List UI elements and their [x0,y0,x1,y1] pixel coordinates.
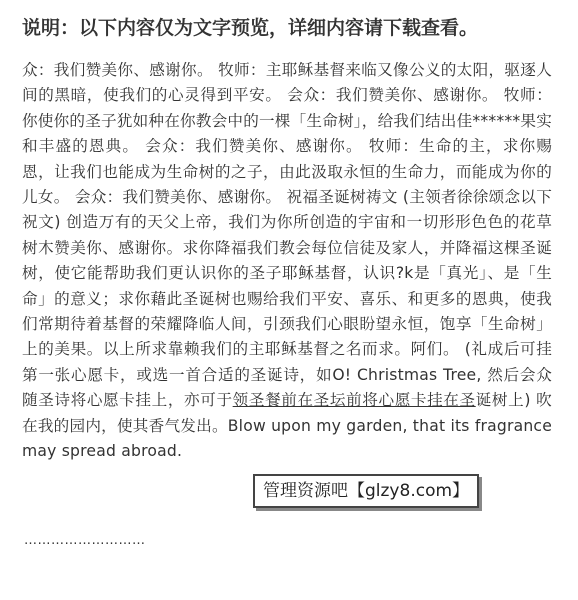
preview-notice: 说明：以下内容仅为文字预览，详细内容请下载查看。 [22,17,479,39]
continuation-dots: ……………………… [24,533,146,548]
underlined-text: 领圣餐前在圣坛前将心愿卡挂在圣 [232,391,476,410]
body-paragraph [22,58,552,465]
watermark-badge: 管理资源吧【glzy8.com】 [253,474,479,508]
body-text: 众：我们赞美你、感谢你。 牧师：主耶稣基督来临又像公义的太阳，驱逐人间的黑暗，使我们的心灵得到平安。 会众：我们赞美你、感谢你。 牧师：你使你的圣子犹如种在你教会中的一棵「生命树」，给我们结出佳******果实和丰盛的恩典。 会众：我们赞美你、感谢你。 牧师：生命的主，求你赐恩，让我们也能成为生命树的之子，由此汲取永恒的生命力，而能成为你的儿女。 会众：我们赞美你、感谢你。 祝福圣诞树祷文 (主领者徐徐颂念以下祝文) 创造万有的天父上帝，我们为你所创造的宇宙和一切形形色色的花草树木赞美你、感谢你。求你降福我们教会每位信徒及家人，并降福这棵圣诞树，使它能帮助我们更认识你的圣子耶稣基督，认识?k是「真光」、是「生命」的意义；求你藉此圣诞树也赐给我们平安、喜乐、和更多的恩典，使我们常期待着基督的荣耀降临人间，引颈我们心眼盼望永恒，饱享「生命树」上的美果。以上所求靠赖我们的主耶稣基督之名而求。阿们。 (礼成后可挂第一张心愿卡，或选一首合适的圣诞诗，如O! Christmas Tree, 然后会众随圣诗将心愿卡挂上，亦可于 [22,61,552,410]
document-body [22,58,552,465]
tail-text: 诞树上) 吹在我的园内，使其香气发出。Blow upon my garden, that its fragrance may spread abroad. [22,391,552,461]
